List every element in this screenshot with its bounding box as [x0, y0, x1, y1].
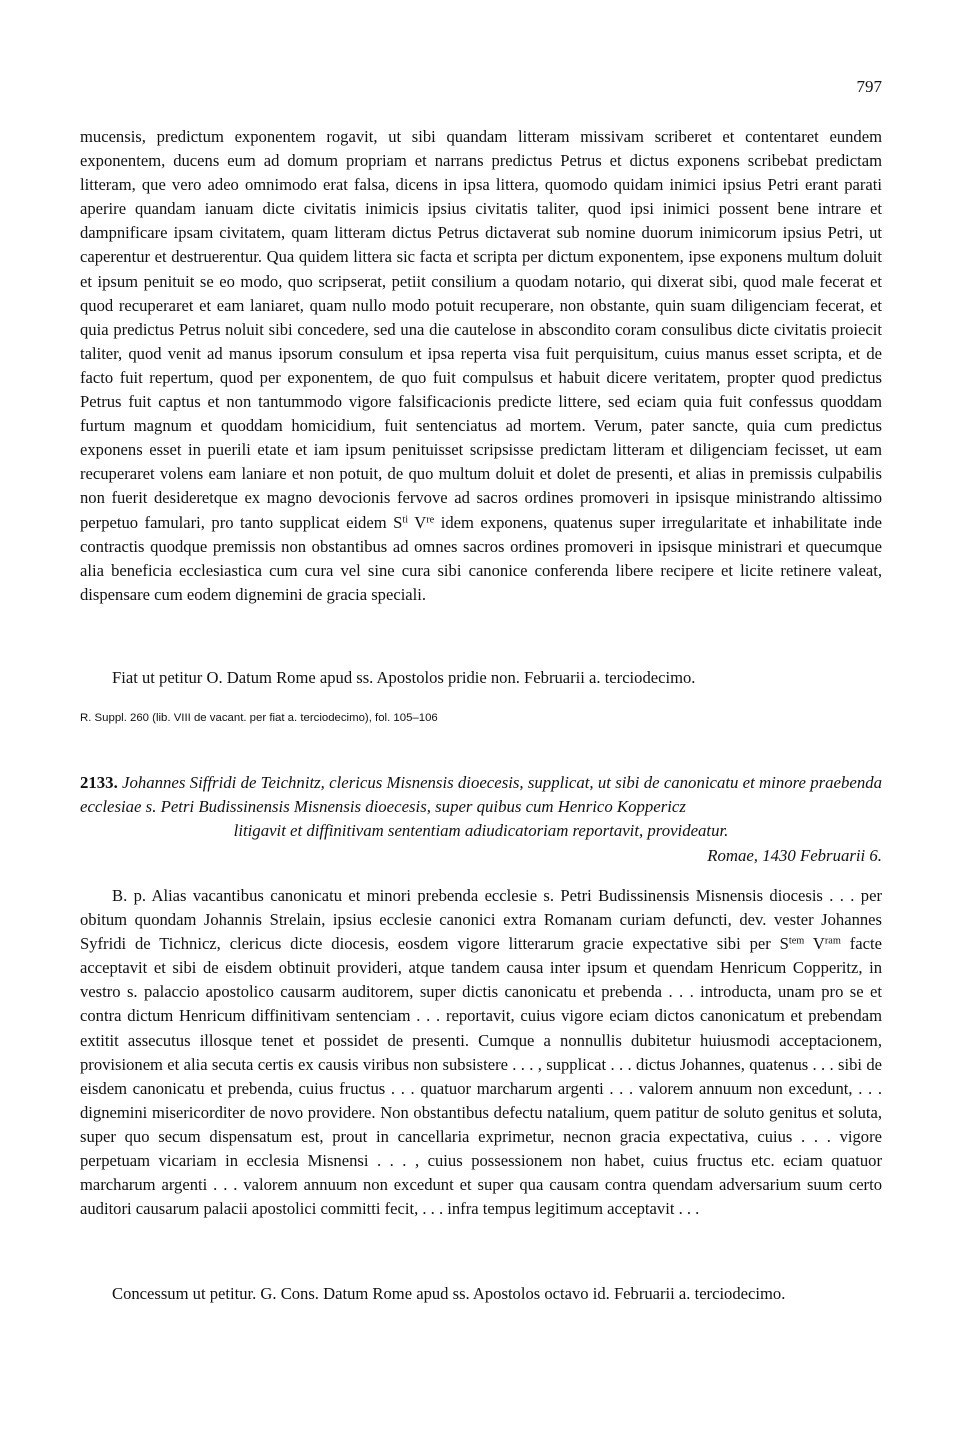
continuation-closing: Fiat ut petitur O. Datum Rome apud ss. Apostolos pridie non. Februarii a. terciodecimo.: [112, 668, 696, 687]
superscript: tem: [788, 935, 805, 947]
entry-date: Romae, 1430 Februarii 6.: [707, 846, 882, 865]
continuation-text-end: idem exponens, quatenus super irregularitate et inhabilitate inde contractis quodque premissis non obstantibus ad omnes sacros ordines promoveri in ipsisque ministrari et quecumque alia beneficia ecclesiastica cum cura vel sine cura sibi canonice conferenda libere recipere et licite retinere valeat, dispensare cum eodem dignemini de gracia speciali.: [80, 512, 882, 604]
superscript: ti: [402, 513, 409, 525]
entry-body-text-mid: V: [804, 934, 825, 954]
page-number: 797: [856, 77, 882, 96]
continuation-paragraph: [80, 125, 882, 607]
entry-heading: [80, 771, 882, 844]
superscript: ram: [824, 935, 841, 947]
entry-body-paragraph: [80, 884, 882, 1221]
entry-closing: Concessum ut petitur. G. Cons. Datum Rome apud ss. Apostolos octavo id. Februarii a. terciodecimo.: [112, 1284, 786, 1303]
superscript: re: [426, 513, 435, 525]
entry-heading-last-line: litigavit et diffinitivam sententiam adiudicatoriam reportavit, provideatur.: [233, 821, 729, 841]
entry-body-text: B. p. Alias vacantibus canonicatu et minori prebenda ecclesie s. Petri Budissinensis Misnensis diocesis . . . per obitum quondam Johannis Strelain, ipsius ecclesie canonici extra Romanam curiam defuncti, dev. vester Johannes Syfridi de Tichnicz, clericus dicte diocesis, eosdem vigore litterarum gracie expectative sibi per S: [80, 886, 882, 954]
entry-heading-text: Johannes Siffridi de Teichnitz, clericus Misnensis dioecesis, supplicat, ut sibi de canonicatu et minore praebenda ecclesiae s. Petri Budissinensis Misnensis dioecesis, super quibus cum Henrico Koppericz: [80, 773, 882, 817]
continuation-text-mid: V: [408, 512, 427, 532]
entry-number: 2133.: [80, 773, 118, 792]
source-reference: R. Suppl. 260 (lib. VIII de vacant. per fiat a. terciodecimo), fol. 105–106: [80, 712, 438, 724]
entry-body-text-end: facte acceptavit et sibi de eisdem obtinuit provideri, atque tandem causa inter ipsum et quendam Henricum Copperitz, in vestro s. palaccio apostolico causarm auditorem, super dictis canonicatu et prebenda . . . introducta, unam pro se et contra dictum Henricum diffinitivam sentenciam . . . reportavit, cuius vigore eciam dictos canonicatum et prebendam extitit assecutus illosque tenet et possidet de presenti. Cumque a nonnullis dubitetur huiusmodi acceptacionem, provisionem et alia secuta certis ex causis viribus non subsistere . . . , supplicat . . . dictus Johannes, quatenus . . . sibi de eisdem canonicatu et prebenda, cuius fructus . . . quatuor marcharum argenti . . . valorem annuum non excedunt, . . . dignemini misericorditer de novo providere. Non obstantibus defectu natalium, quem patitur de soluto genitus et soluta, super quo secum dispensatum est, prout in cancellaria exprimetur, necnon gracia expectativa, cuius . . . vigore perpetuam vicariam in ecclesia Misnensi . . . , cuius possessionem non habet, cuius fructus etc. eciam quatuor marcharum argenti . . . valorem annuum non excedunt et super qua causam contra quendam adversarium suum certo auditori causarum palacii apostolici committi fecit, . . . infra tempus legitimum acceptavit . . .: [80, 934, 882, 1219]
continuation-text: mucensis, predictum exponentem rogavit, ut sibi quandam litteram missivam scriberet et contentaret eundem exponentem, ducens eum ad domum propriam et narrans predictus Petrus et dictus exponens scribebat predictam litteram, que vero adeo omnimodo erat falsa, dicens in ipsa littera, quomodo quidam inimici ipsius Petri erant parati aperire quandam ianuam dicte civitatis inimicis ipsius civitatis taliter, quod ipsi inimici possent bene intrare et dampnificare ipsam civitatem, quam litteram dictus Petrus dictaverat sub nomine duorum inimicorum ipsius Petri, ut caperentur et destruerentur. Qua quidem littera sic facta et scripta per dictum exponentem, ipse exponens multum doluit et ipsum penituit se eo modo, quo scripserat, petiit consilium a quodam notario, qui dixerat sibi, quod male fecerat et quod recuperaret et eam laniaret, quam nullo modo potuit recuperare, non obstante, quin suam diligenciam fecerat, et quia predictus Petrus noluit sibi concedere, sed una die cautelose in abscondito coram consulibus dicte civitatis proiecit taliter, quod venit ad manus ipsorum consulum et ipsa reperta visa fuit perquisitum, cuius manus esset scripta, et de facto fuit repertum, quod per exponentem, de quo fuit compulsus et habuit dicere veritatem, propter quod predictus Petrus fuit captus et non tantummodo vigore falsificacionis predicte littere, sed eciam quia fuit confessus quoddam furtum magnum et quoddam homicidium, fuit sentenciatus ad mortem. Verum, pater sancte, quia cum predictus exponens esset in puerili etate et iam ipsum penituisset scripsisse predictam litteram et diligenciam fecisset, ut eam recuperaret volens eam laniare et non potuit, de quo multum doluit et dolet de presenti, et alias in premissis culpabilis non fuerit desideretque ex magno devocionis fervove ad sacros ordines promoveri in ipsisque ministrando altissimo perpetuo famulari, pro tanto supplicat eidem S: [80, 127, 882, 532]
